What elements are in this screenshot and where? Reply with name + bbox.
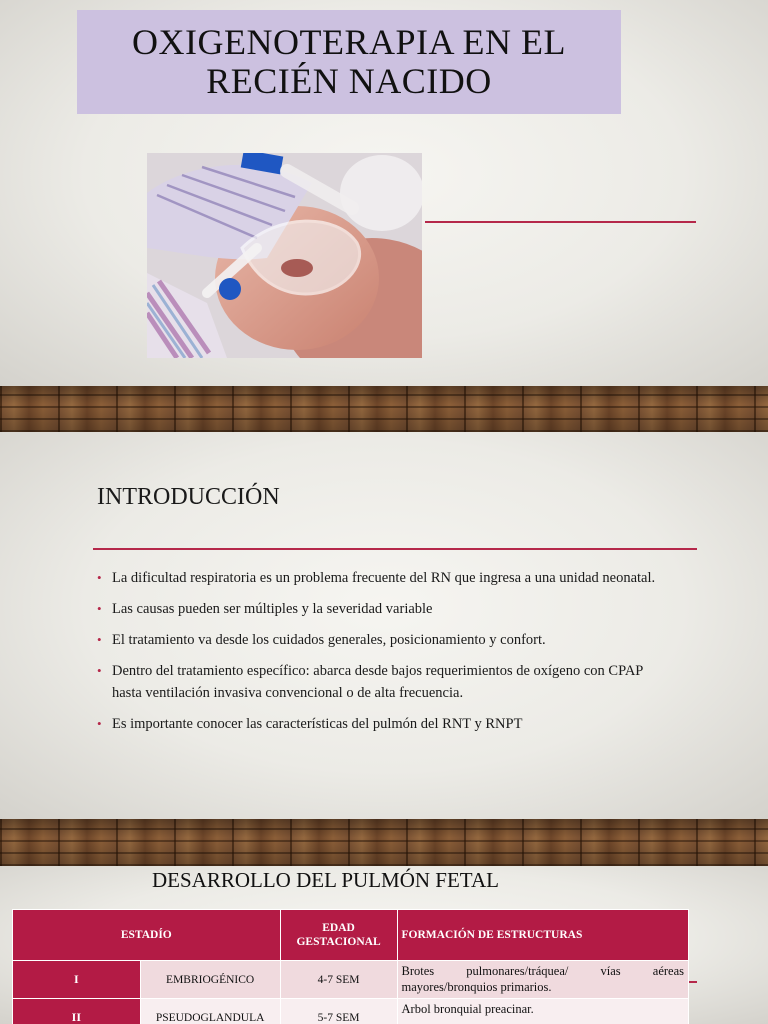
stage-number: I: [13, 961, 141, 999]
title-line-2: RECIÉN NACIDO: [206, 61, 492, 101]
wood-floor-divider: [0, 386, 768, 432]
bullet-icon: •: [97, 570, 102, 585]
title-divider: [425, 221, 696, 223]
bullet-icon: •: [97, 601, 102, 616]
section-title: DESARROLLO DEL PULMÓN FETAL: [152, 868, 499, 892]
bullet-icon: •: [97, 716, 102, 731]
bullet-item: • Dentro del tratamiento específico: abarca desde bajos requerimientos de oxígeno con CPAP hasta ventilación invasiva convencional o de alta frecuencia.: [97, 660, 667, 704]
newborn-photo: [147, 153, 422, 358]
stage-age: 5-7 SEM: [280, 999, 397, 1024]
stage-name: EMBRIOGÉNICO: [140, 961, 280, 999]
section-divider: [689, 981, 697, 983]
section-title: INTRODUCCIÓN: [97, 484, 280, 510]
title-box: [77, 10, 621, 114]
stage-structures: Arbol bronquial preacinar.: [397, 999, 688, 1024]
bullet-icon: •: [97, 663, 102, 678]
stage-age: 4-7 SEM: [280, 961, 397, 999]
header-stage: ESTADÍO: [13, 910, 281, 961]
intro-bullet-list: [97, 567, 667, 744]
bullet-item: • Es importante conocer las características del pulmón del RNT y RNPT: [97, 713, 667, 735]
table-row: [13, 961, 689, 999]
table-row: [13, 999, 689, 1024]
slide-main-title: [132, 23, 566, 101]
slide-introduction: [0, 432, 768, 819]
title-line-1: OXIGENOTERAPIA EN EL: [132, 22, 566, 62]
slide-fetal-lung: [0, 866, 768, 1024]
fetal-lung-table: [12, 909, 689, 1024]
header-structures: FORMACIÓN DE ESTRUCTURAS: [397, 910, 688, 961]
newborn-illustration: [147, 153, 422, 358]
bullet-item: • Las causas pueden ser múltiples y la severidad variable: [97, 598, 667, 620]
slide-title: [0, 0, 768, 386]
stage-number: II: [13, 999, 141, 1024]
bullet-item: • La dificultad respiratoria es un problema frecuente del RN que ingresa a una unidad neonatal.: [97, 567, 667, 589]
section-divider: [93, 548, 697, 550]
bullet-item: • El tratamiento va desde los cuidados generales, posicionamiento y confort.: [97, 629, 667, 651]
wood-floor-divider: [0, 819, 768, 866]
header-gestational-age: EDAD GESTACIONAL: [280, 910, 397, 961]
stage-structures: Brotes pulmonares/tráquea/ vías aéreas mayores/bronquios primarios.: [397, 961, 688, 999]
table-header-row: [13, 910, 689, 961]
stage-name: PSEUDOGLANDULA: [140, 999, 280, 1024]
bullet-icon: •: [97, 632, 102, 647]
